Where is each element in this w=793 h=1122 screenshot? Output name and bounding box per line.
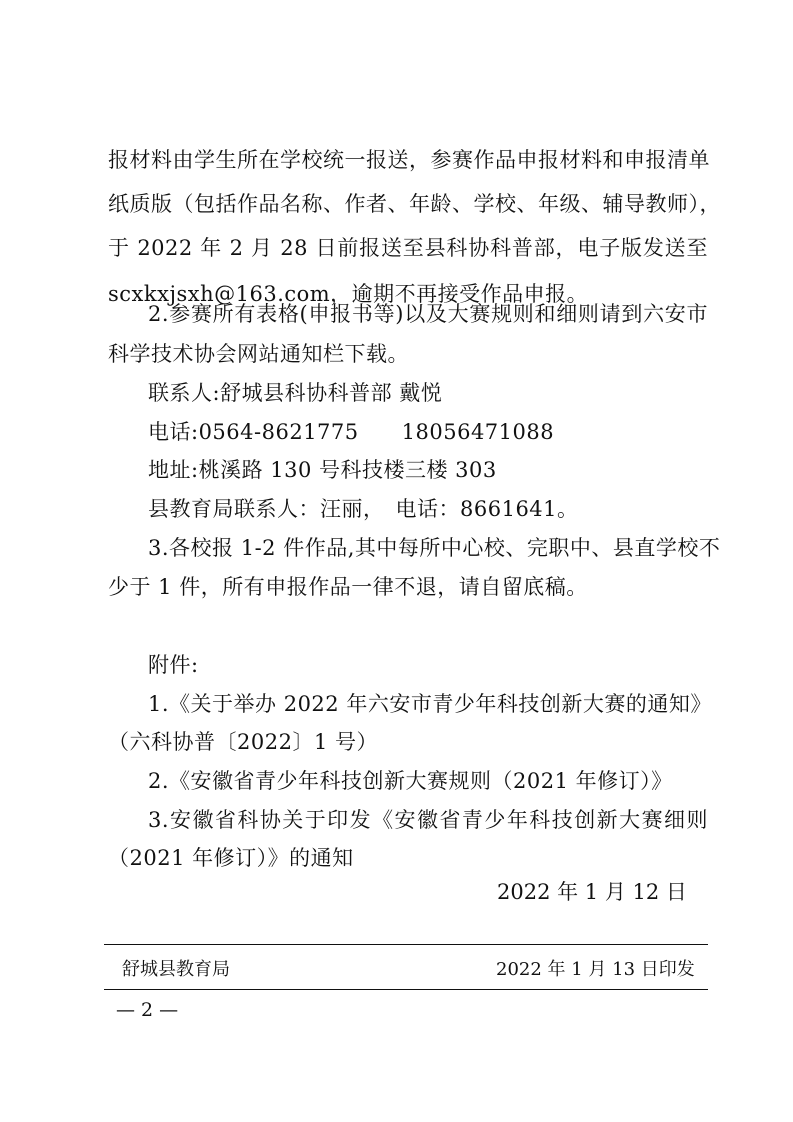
contact-person: 联系人:舒城县科协科普部 戴悦 bbox=[148, 381, 443, 405]
education-bureau-contact: 县教育局联系人：汪丽， 电话：8661641。 bbox=[148, 497, 579, 521]
footer-issuer: 舒城县教育局 bbox=[122, 959, 230, 980]
footer-bottom-rule bbox=[104, 989, 708, 990]
body-line: 科学技术协会网站通知栏下载。 bbox=[108, 342, 409, 366]
page-number: — 2 — bbox=[116, 999, 179, 1021]
body-line: 纸质版（包括作品名称、作者、年龄、学校、年级、辅导教师）， bbox=[108, 192, 721, 216]
footer-print-date: 2022 年 1 月 13 日印发 bbox=[496, 959, 695, 980]
contact-address: 地址:桃溪路 130 号科技楼三楼 303 bbox=[148, 458, 497, 482]
footer-top-rule bbox=[104, 944, 708, 945]
body-line: 少于 1 件，所有申报作品一律不退，请自留底稿。 bbox=[108, 575, 588, 599]
attachment-item: （2021 年修订）》的通知 bbox=[108, 846, 354, 870]
attachment-item: 2.《安徽省青少年科技创新大赛规则（2021 年修订）》 bbox=[148, 769, 673, 793]
attachment-item: （六科协普〔2022〕1 号） bbox=[108, 730, 378, 754]
body-line-email: scxkxjsxh@163.com，逾期不再接受作品申报。 bbox=[108, 282, 589, 306]
body-line: 报材料由学生所在学校统一报送，参赛作品申报材料和申报清单 bbox=[108, 148, 710, 172]
body-line: 3.各校报 1-2 件作品,其中每所中心校、完职中、县直学校不 bbox=[148, 536, 721, 560]
body-line: 于 2022 年 2 月 28 日前报送至县科协科普部，电子版发送至 bbox=[108, 236, 708, 260]
attachments-heading: 附件: bbox=[148, 653, 199, 677]
signature-date: 2022 年 1 月 12 日 bbox=[497, 880, 687, 904]
body-line: 2.参赛所有表格(申报书等)以及大赛规则和细则请到六安市 bbox=[148, 302, 708, 326]
contact-phone: 电话:0564-8621775 18056471088 bbox=[148, 420, 555, 444]
attachment-item: 1.《关于举办 2022 年六安市青少年科技创新大赛的通知》 bbox=[148, 692, 712, 716]
attachment-item: 3.安徽省科协关于印发《安徽省青少年科技创新大赛细则 bbox=[148, 808, 708, 832]
